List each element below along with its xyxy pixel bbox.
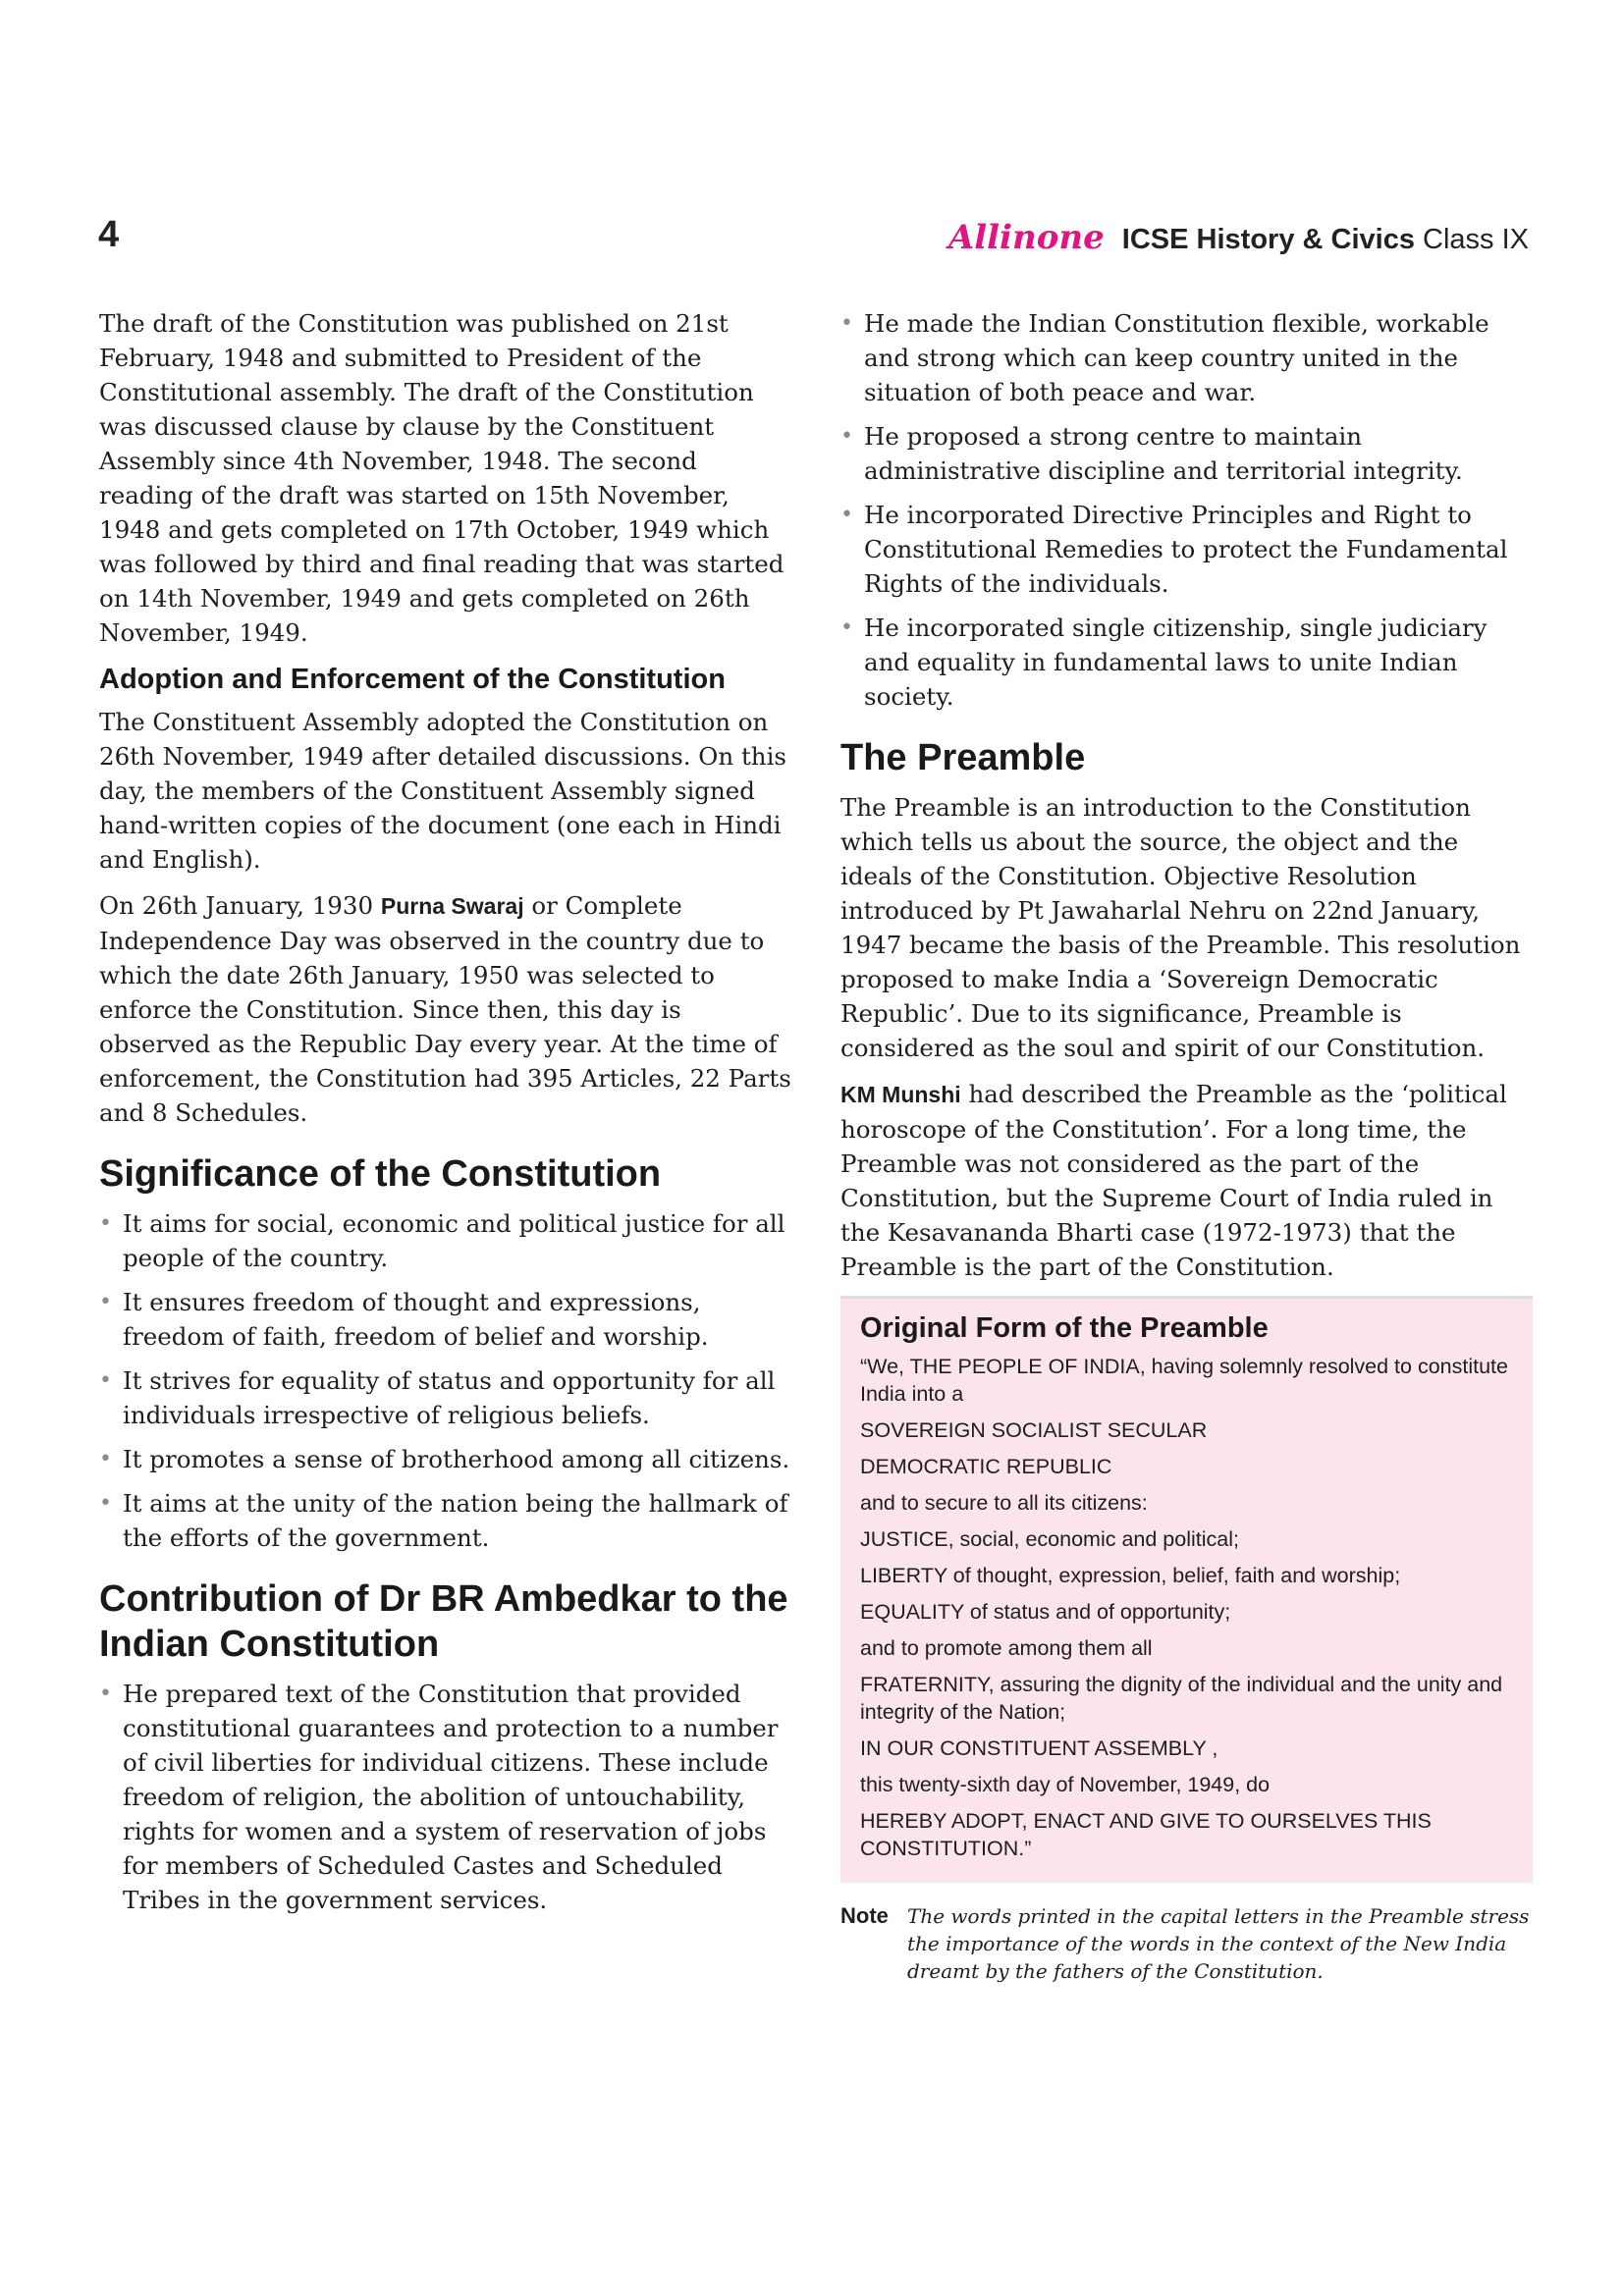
list-item: • He incorporated Directive Principles and Right to Constitutional Remedies to protect the Fundamental Rights of the individuals. xyxy=(840,498,1533,601)
list-item: • He proposed a strong centre to maintain administrative discipline and territorial integrity. xyxy=(840,419,1533,488)
preamble-line: SOVEREIGN SOCIALIST SECULAR xyxy=(860,1418,1208,1442)
preamble-line: this twenty-sixth day of November, 1949, do xyxy=(860,1773,1271,1796)
list-item: • He incorporated single citizenship, single judiciary and equality in fundamental laws to unite Indian society. xyxy=(840,611,1533,714)
ambedkar-list-left xyxy=(99,1677,796,1917)
box-title: Original Form of the Preamble xyxy=(860,1312,1269,1344)
left-column xyxy=(99,306,796,1927)
page-number: 4 xyxy=(98,214,120,255)
list-item: • It aims for social, economic and political justice for all people of the country. xyxy=(99,1206,796,1275)
purna-swaraj-term: Purna Swaraj xyxy=(380,893,524,919)
adoption-p2-start: On 26th January, 1930 xyxy=(99,891,381,920)
preamble-line: EQUALITY of status and of opportunity; xyxy=(860,1600,1231,1624)
significance-list xyxy=(99,1206,796,1555)
list-item: • It promotes a sense of brotherhood among all citizens. xyxy=(99,1442,796,1476)
list-item: • It ensures freedom of thought and expressions, freedom of faith, freedom of belief and worship. xyxy=(99,1285,796,1354)
note-text: The words printed in the capital letters in the Preamble stress the importance of the words in the context of the New India dreamt by the fathers of the Constitution. xyxy=(907,1904,1530,1983)
preamble-line: IN OUR CONSTITUENT ASSEMBLY , xyxy=(860,1736,1218,1760)
adoption-paragraph-2 xyxy=(99,888,796,1130)
preamble-line: DEMOCRATIC REPUBLIC xyxy=(860,1455,1112,1478)
list-item: • It aims at the unity of the nation being the hallmark of the efforts of the government. xyxy=(99,1486,796,1555)
adoption-heading: Adoption and Enforcement of the Constitution xyxy=(99,664,726,695)
bullet-icon: • xyxy=(99,1211,112,1236)
book-subject: ICSE History & Civics xyxy=(1121,224,1415,255)
bullet-icon: • xyxy=(99,1368,112,1393)
preamble-line: and to secure to all its citizens: xyxy=(860,1491,1148,1515)
right-column xyxy=(840,306,1533,1985)
bullet-icon: • xyxy=(840,424,853,449)
adoption-p2-end: or Complete Independence Day was observed in the country due to which the date 26th January, 1950 was selected to enforce the Constitution. Since then, this day is observed as the Republic Day every year. At the time of enforcement, the Constitution had 395 Articles, 22 Parts and 8 Schedules. xyxy=(99,891,791,1127)
original-preamble-box xyxy=(840,1296,1533,1883)
ambedkar-heading: Contribution of Dr BR Ambedkar to the Indian Constitution xyxy=(99,1578,788,1665)
preamble-line: JUSTICE, social, economic and political; xyxy=(860,1527,1239,1551)
bullet-icon: • xyxy=(840,503,853,527)
bullet-icon: • xyxy=(840,311,853,336)
note-label: Note xyxy=(840,1903,889,1928)
bullet-icon: • xyxy=(99,1682,112,1706)
list-item: • He prepared text of the Constitution that provided constitutional guarantees and protection to a number of civil liberties for individual citizens. These include freedom of religion, the abolition of untouchability, rights for women and a system of reservation of jobs for members of Scheduled Castes and Scheduled Tribes in the government services. xyxy=(99,1677,796,1917)
significance-heading: Significance of the Constitution xyxy=(99,1153,662,1195)
bullet-icon: • xyxy=(99,1447,112,1471)
note-block xyxy=(840,1902,1533,1985)
preamble-paragraph-1: The Preamble is an introduction to the Constitution which tells us about the source, the object and the ideals of the Constitution. Objective Resolution introduced by Pt Jawaharlal Nehru on 22nd January, 1947 became the basis of the Preamble. This resolution proposed to make India a ‘Sovereign Democratic Republic’. Due to its significance, Preamble is considered as the soul and spirit of our Constitution. xyxy=(840,793,1521,1062)
adoption-paragraph-1: The Constituent Assembly adopted the Constitution on 26th November, 1949 after detailed discussions. On this day, the members of the Constituent Assembly signed hand-written copies of the document (one each in Hindi and English). xyxy=(99,708,786,874)
preamble-line: and to promote among them all xyxy=(860,1636,1153,1660)
bullet-icon: • xyxy=(840,615,853,640)
preamble-heading: The Preamble xyxy=(840,737,1086,778)
brand-logo: Allinone xyxy=(947,218,1105,257)
book-class: Class IX xyxy=(1423,224,1529,255)
preamble-line: LIBERTY of thought, expression, belief, faith and worship; xyxy=(860,1564,1401,1587)
preamble-p2-rest: had described the Preamble as the ‘political horoscope of the Constitution’. For a long time, the Preamble was not considered as the part of the Constitution, but the Supreme Court of India ruled in the Kesavananda Bharti case (1972-1973) that the Preamble is the part of the Constitution. xyxy=(840,1080,1507,1281)
ambedkar-list-right xyxy=(840,306,1533,714)
preamble-line: “We, THE PEOPLE OF INDIA, having solemnly resolved to constitute India into a xyxy=(860,1355,1508,1406)
list-item: • He made the Indian Constitution flexible, workable and strong which can keep country united in the situation of both peace and war. xyxy=(840,306,1533,409)
list-item: • It strives for equality of status and opportunity for all individuals irrespective of religious beliefs. xyxy=(99,1363,796,1432)
bullet-icon: • xyxy=(99,1290,112,1314)
preamble-line: FRATERNITY, assuring the dignity of the individual and the unity and integrity of the Nation; xyxy=(860,1673,1503,1724)
intro-paragraph: The draft of the Constitution was published on 21st February, 1948 and submitted to President of the Constitutional assembly. The draft of the Constitution was discussed clause by clause by the Constituent Assembly since 4th November, 1948. The second reading of the draft was started on 15th November, 1948 and gets completed on 17th October, 1949 which was followed by third and final reading that was started on 14th November, 1949 and gets completed on 26th November, 1949. xyxy=(99,309,784,647)
km-munshi-term: KM Munshi xyxy=(840,1082,961,1107)
preamble-line: HEREBY ADOPT, ENACT AND GIVE TO OURSELVES THIS CONSTITUTION.” xyxy=(860,1809,1432,1860)
running-header xyxy=(948,218,1529,257)
preamble-paragraph-2 xyxy=(840,1077,1533,1284)
bullet-icon: • xyxy=(99,1491,112,1516)
